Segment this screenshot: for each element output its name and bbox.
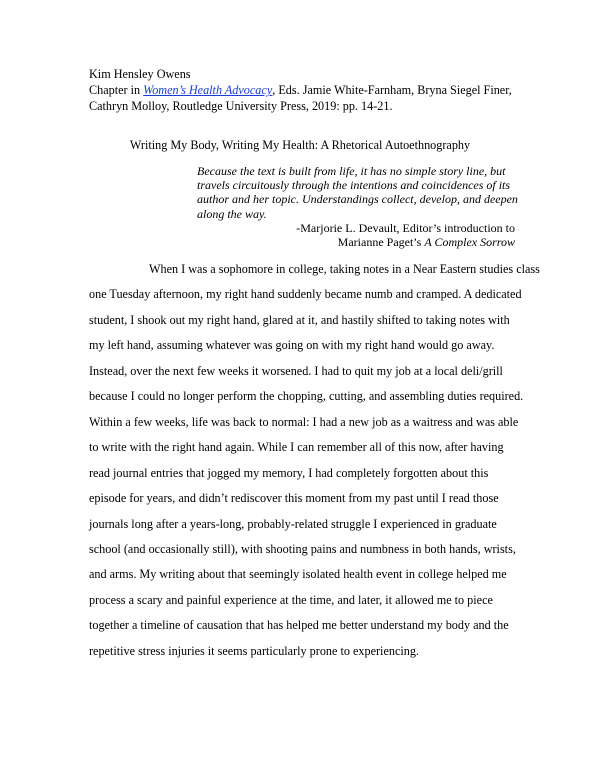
body-line: student, I shook out my right hand, glared at it, and hastily shifted to taking notes with (89, 312, 510, 327)
body-paragraph (89, 257, 540, 664)
attribution-line-1: -Marjorie L. Devault, Editor’s introduction to (296, 220, 515, 235)
citation-prefix: Chapter in (89, 83, 144, 97)
citation-line-2: Cathryn Molloy, Routledge University Press, 2019: pp. 14-21. (89, 99, 393, 113)
body-line: Instead, over the next few weeks it worsened. I had to quit my job at a local deli/grill (89, 363, 503, 378)
body-line: because I could no longer perform the chopping, cutting, and assembling duties required. (89, 389, 524, 404)
attribution-line-2 (197, 235, 515, 249)
body-line: episode for years, and didn’t rediscover this moment from my past until I read those (89, 491, 499, 506)
epigraph-attribution (197, 221, 515, 249)
epigraph-line: author and her topic. Understandings collect, develop, and deepen (197, 192, 518, 207)
body-line: Within a few weeks, life was back to normal: I had a new job as a waitress and was able (89, 414, 519, 429)
body-line: read journal entries that jogged my memory, I had completely forgotten about this (89, 465, 489, 480)
body-line: and arms. My writing about that seemingly isolated health event in college helped me (89, 567, 507, 582)
body-line: repetitive stress injuries it seems particularly prone to experiencing. (89, 643, 419, 658)
epigraph-line: along the way. (197, 206, 267, 221)
body-line: to write with the right hand again. While I can remember all of this now, after having (89, 440, 504, 455)
body-line: school (and occasionally still), with shooting pains and numbness in both hands, wrists, (89, 541, 516, 556)
attribution-book-title: A Complex Sorrow (424, 235, 515, 250)
epigraph-quote (197, 164, 518, 221)
citation-line-1 (89, 82, 519, 98)
attribution-prefix: Marianne Paget’s (337, 235, 425, 250)
chapter-title: Writing My Body, Writing My Health: A Rhetorical Autoethnography (129, 138, 471, 152)
book-title-link[interactable]: Women’s Health Advocacy (143, 83, 273, 97)
citation-block (89, 82, 519, 114)
epigraph-line: Because the text is built from life, it has no simple story line, but (197, 164, 506, 178)
body-line: process a scary and painful experience at the time, and later, it allowed me to piece (89, 592, 493, 607)
author-name: Kim Hensley Owens (89, 67, 191, 81)
body-line: together a timeline of causation that has helped me better understand my body and the (89, 618, 509, 633)
epigraph-line: travels circuitously through the intentions and coincidences of its (197, 178, 511, 193)
body-line: When I was a sophomore in college, taking notes in a Near Eastern studies class (149, 262, 540, 276)
citation-editors: , Eds. Jamie White-Farnham, Bryna Siegel Finer, (272, 83, 512, 97)
body-line: journals long after a years-long, probably-related struggle I experienced in graduate (89, 516, 497, 531)
epigraph (197, 164, 518, 250)
body-line: one Tuesday afternoon, my right hand suddenly became numb and cramped. A dedicated (89, 287, 522, 302)
body-line: my left hand, assuming whatever was going on with my right hand would go away. (89, 338, 495, 353)
